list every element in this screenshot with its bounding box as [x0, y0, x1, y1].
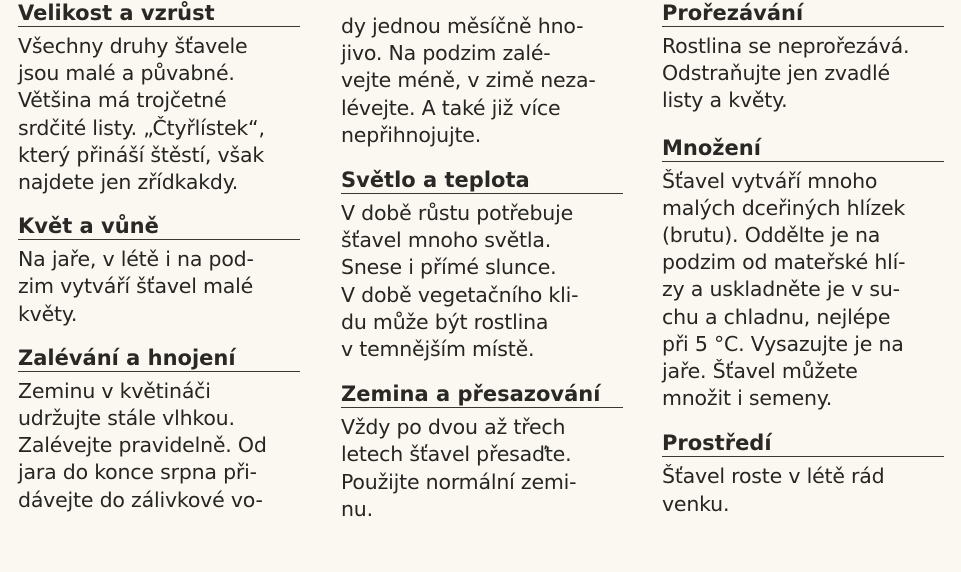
text-line: udržujte stále vlhkou. [18, 406, 235, 431]
section-mnozeni [662, 135, 944, 413]
text-line: V době růstu potřebuje [341, 201, 573, 226]
text-line: Použijte normální zemi- [341, 469, 577, 494]
text-line: zim vytváří šťavel malé [18, 274, 254, 299]
text-line: zy a uskladněte je v su- [662, 277, 900, 302]
text-line: Šťavel vytváří mnoho [662, 168, 878, 193]
text-line: jsou malé a půvabné. [18, 61, 235, 86]
text-line: lévejte. A také již více [341, 95, 561, 120]
text-line: dy jednou měsíčně hno- [341, 14, 584, 38]
text-line: najdete jen zřídkakdy. [18, 170, 239, 195]
text-line: který přináší štěstí, však [18, 142, 265, 167]
column-3 [662, 0, 944, 518]
section-zemina-a-presazovani [341, 381, 623, 523]
section-body [341, 200, 623, 363]
text-line: du může být rostlina [341, 309, 549, 334]
section-zalevani-a-hnojeni [18, 345, 300, 514]
section-svetlo-a-teplota [341, 167, 623, 363]
text-line: (brutu). Oddělte je na [662, 223, 881, 248]
section-body [662, 168, 944, 413]
text-line: Šťavel roste v létě rád [662, 464, 885, 489]
text-line: květy. [18, 301, 78, 326]
text-line: Zalévejte pravidelně. Od [18, 433, 267, 458]
text-line: letech šťavel přesaďte. [341, 442, 572, 467]
section-heading: Prostředí [662, 430, 944, 457]
column-1 [18, 0, 300, 514]
text-line: při 5 °C. Vysazujte je na [662, 331, 904, 356]
text-line: v temnějším místě. [341, 337, 535, 362]
spacer [341, 149, 623, 167]
section-body [18, 246, 300, 328]
text-line: venku. [662, 491, 730, 516]
section-velikost-a-vzrust [18, 0, 300, 196]
text-line: Zeminu v květináči [18, 378, 211, 403]
spacer [662, 115, 944, 135]
text-line: listy a květy. [662, 88, 788, 113]
section-heading: Velikost a vzrůst [18, 0, 300, 27]
text-line: V době vegetačního kli- [341, 282, 579, 307]
spacer [341, 363, 623, 381]
section-body [341, 414, 623, 523]
section-body [662, 463, 944, 517]
section-body [18, 378, 300, 514]
text-line: jara do konce srpna při- [18, 460, 257, 485]
section-heading: Zemina a přesazování [341, 381, 623, 408]
section-body [18, 33, 300, 196]
section-heading: Květ a vůně [18, 213, 300, 240]
section-body [662, 33, 944, 115]
text-line: šťavel mnoho světla. [341, 228, 552, 253]
spacer [662, 412, 944, 430]
section-heading: Zalévání a hnojení [18, 345, 300, 372]
text-line: Rostlina se neprořezává. [662, 34, 910, 58]
section-heading: Světlo a teplota [341, 167, 623, 194]
text-line: nu. [341, 496, 373, 521]
text-line: Všechny druhy šťavele [18, 34, 248, 58]
text-line: jivo. Na podzim zalé- [341, 41, 551, 66]
text-line: Odstraňujte jen zvadlé [662, 61, 890, 86]
continued-text [341, 13, 623, 149]
text-line: množit i semeny. [662, 386, 833, 411]
section-prorezavani [662, 0, 944, 115]
text-line: chu a chladnu, nejlépe [662, 304, 891, 329]
text-line: nepřihnojujte. [341, 122, 482, 147]
text-line: podzim od mateřské hlí- [662, 250, 906, 275]
text-line: Na jaře, v létě i na pod- [18, 247, 254, 272]
spacer [18, 196, 300, 213]
text-line: Snese i přímé slunce. [341, 255, 557, 280]
spacer [18, 328, 300, 345]
text-line: vejte méně, v zimě neza- [341, 68, 596, 93]
text-line: Většina má trojčetné [18, 88, 227, 113]
text-line: jaře. Šťavel můžete [662, 359, 858, 384]
section-prostredi [662, 430, 944, 517]
section-kvet-a-vune [18, 213, 300, 328]
section-heading: Množení [662, 135, 944, 162]
text-line: malých dceřiných hlízek [662, 195, 906, 220]
text-line: Vždy po dvou až třech [341, 415, 566, 440]
column-2 [341, 0, 623, 523]
text-line: dávejte do zálivkové vo- [18, 487, 263, 512]
text-line: srdčité listy. „Čtyřlístek“, [18, 115, 265, 140]
section-heading: Prořezávání [662, 0, 944, 27]
